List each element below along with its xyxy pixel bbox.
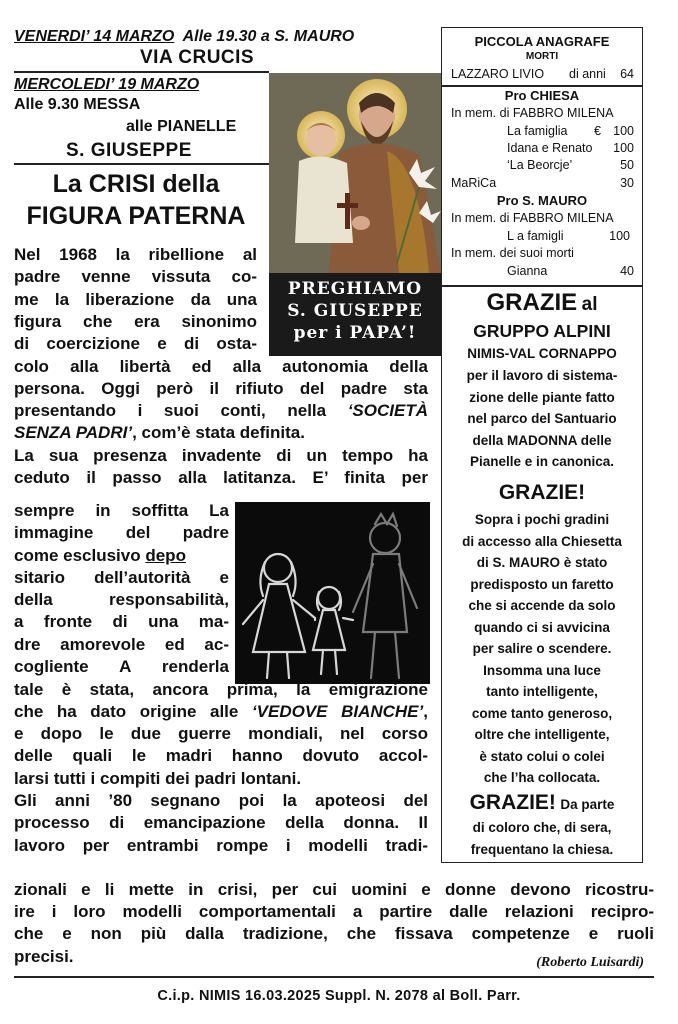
event-1-title: VIA CRUCIS bbox=[140, 47, 255, 68]
grazie-line: come tanto generoso, bbox=[471, 705, 613, 721]
event-2-time: Alle 9.30 MESSA bbox=[14, 96, 141, 113]
article-line: e dopo le due guerre mondiali, nel corso bbox=[14, 724, 428, 744]
article-line: larsi tutti i compiti dei padri lontani. bbox=[14, 768, 302, 788]
grazie-3-tail: Da parte bbox=[560, 797, 615, 812]
donor-name: La famiglia bbox=[507, 124, 568, 138]
grazie-place: NIMIS-VAL CORNAPPO bbox=[467, 346, 617, 361]
article-line: della responsabilità, bbox=[14, 590, 229, 610]
pro-chiesa-title: Pro CHIESA bbox=[504, 88, 580, 103]
event-1-date: VENERDI’ 14 MARZO bbox=[14, 28, 175, 45]
article-line: sitario dell’autorità e bbox=[14, 567, 229, 587]
grazie-line: è stato colui o colei bbox=[479, 748, 605, 764]
grazie-line: Sopra i pochi gradini bbox=[474, 512, 610, 527]
article-line: che e non più dalla tradizione, che fissava competenze e ruoli bbox=[14, 924, 654, 944]
article-quote: ‘VEDOVE BIANCHE’ bbox=[251, 701, 424, 721]
grazie-line: zione delle piante fatto bbox=[469, 389, 615, 405]
saint-joseph-image bbox=[269, 73, 441, 356]
article-line: lavoro per entrambi rompe i modelli tradi- bbox=[14, 835, 428, 855]
grazie-2-heading: GRAZIE! bbox=[498, 481, 586, 504]
grazie-line: oltre che intelligente, bbox=[474, 727, 610, 742]
article-line: immagine del padre bbox=[14, 523, 229, 543]
article-line: Nel 1968 la ribellione al bbox=[14, 245, 257, 264]
article-author: (Roberto Luisardi) bbox=[536, 955, 644, 970]
article-line bbox=[14, 545, 229, 567]
article-paragraph-1-full bbox=[14, 356, 428, 490]
article-line: di coercizione e di osta- bbox=[14, 334, 257, 354]
grazie-al: al bbox=[581, 294, 598, 315]
grazie-box bbox=[441, 286, 643, 863]
article-line: sempre in soffitta La bbox=[14, 501, 229, 520]
divider bbox=[14, 71, 269, 73]
death-age: 64 bbox=[620, 67, 634, 81]
grazie-word: GRAZIE bbox=[486, 289, 578, 316]
article-line: dre amorevole ed ac- bbox=[14, 634, 229, 654]
event-1-time: Alle 19.30 a S. MAURO bbox=[182, 28, 355, 45]
article-line: padre venne vissuta co- bbox=[14, 267, 257, 287]
article-line: delle quali le madri hanno dovuto accol- bbox=[14, 746, 428, 766]
article-paragraph-2-narrow bbox=[14, 500, 229, 678]
grazie-line: di accesso alla Chiesetta bbox=[462, 533, 622, 549]
pro-mauro-memo: In mem. di FABBRO MILENA bbox=[451, 211, 614, 225]
article-line: ire i loro modelli comportamentali a partire dalle relazioni recipro- bbox=[14, 902, 654, 922]
donation-amount: 40 bbox=[620, 264, 634, 278]
divider bbox=[14, 163, 269, 165]
donor-name: ‘La Beorcje’ bbox=[507, 158, 573, 172]
article-quote: SENZA PADRI’ bbox=[14, 423, 133, 443]
grazie-line: Insomma una luce bbox=[483, 662, 601, 678]
death-name: LAZZARO LIVIO bbox=[451, 67, 545, 81]
donor-name: Idana e Renato bbox=[507, 141, 593, 155]
grazie-line: che l’ha collocata. bbox=[483, 770, 601, 785]
article-line: colo alla libertà ed alla autonomia della bbox=[14, 356, 428, 376]
article-text: presentando i suoi conti, nella bbox=[14, 401, 327, 421]
chalk-drawing-image bbox=[235, 502, 430, 684]
pro-mauro-memo: In mem. dei suoi morti bbox=[451, 246, 574, 260]
grazie-1-heading bbox=[442, 289, 642, 317]
caption-line-1: PREGHIAMO bbox=[287, 279, 423, 299]
article-line: zionali e li mette in crisi, per cui uomini e donne devono ricostru- bbox=[14, 879, 654, 899]
donation-amount: 100 bbox=[609, 229, 630, 243]
footer-publication-info: C.i.p. NIMIS 16.03.2025 Suppl. N. 2078 al Boll. Parr. bbox=[157, 988, 521, 1004]
grazie-group: GRUPPO ALPINI bbox=[473, 321, 611, 341]
anagrafe-subtitle: MORTI bbox=[525, 51, 559, 62]
article-text: che ha dato origine alle bbox=[14, 701, 252, 721]
donation-amount: 100 bbox=[613, 124, 634, 138]
article-text: , com’è stata definita. bbox=[132, 423, 305, 443]
article-text: , bbox=[423, 701, 428, 721]
caption-line-2: S. GIUSEPPE bbox=[287, 301, 423, 321]
grazie-1-text bbox=[442, 365, 642, 473]
donation-amount: 30 bbox=[620, 176, 634, 190]
currency-symbol: € bbox=[594, 124, 601, 138]
grazie-line: di coloro che, di sera, bbox=[472, 820, 612, 835]
article-line bbox=[14, 422, 428, 444]
article-line bbox=[14, 701, 428, 723]
death-age-label: di anni bbox=[569, 67, 606, 81]
donation-amount: 50 bbox=[620, 158, 634, 172]
grazie-line: nel parco del Santuario bbox=[467, 411, 617, 426]
event-1-date-time bbox=[14, 28, 354, 46]
anagrafe-title: PICCOLA ANAGRAFE bbox=[474, 34, 610, 49]
donor-name: L a famigli bbox=[507, 229, 564, 243]
grazie-line: frequentano la chiesa. bbox=[470, 841, 614, 857]
article-line: ceduto il passo alla latitanza. E’ finita per bbox=[14, 467, 428, 487]
grazie-line: che si accende da solo bbox=[468, 598, 616, 613]
article-line: me la liberazione da una bbox=[14, 289, 257, 309]
pro-chiesa-memo: In mem. di FABBRO MILENA bbox=[451, 106, 614, 120]
event-2-date: MERCOLEDI’ 19 MARZO bbox=[14, 76, 200, 93]
headline-line-1: La CRISI della bbox=[52, 170, 220, 198]
article-text: come esclusivo bbox=[14, 545, 146, 565]
anagrafe-box bbox=[441, 27, 643, 286]
grazie-line: per salire o scendere. bbox=[472, 641, 612, 656]
grazie-line: della MADONNA delle bbox=[472, 432, 612, 448]
article-line: precisi. bbox=[14, 946, 74, 966]
grazie-3-text bbox=[442, 817, 642, 860]
event-2-title: S. GIUSEPPE bbox=[66, 140, 192, 161]
article-paragraph-2-full bbox=[14, 679, 428, 857]
article-line: Gli anni ’80 segnano poi la apoteosi del bbox=[14, 790, 428, 810]
event-2-place: alle PIANELLE bbox=[126, 118, 237, 135]
grazie-line: di S. MAURO è stato bbox=[476, 555, 608, 570]
pro-mauro-title: Pro S. MAURO bbox=[496, 193, 588, 208]
article-line: La sua presenza invadente di un tempo ha bbox=[14, 445, 428, 465]
headline-line-2: FIGURA PATERNA bbox=[26, 202, 246, 230]
grazie-line: predisposto un faretto bbox=[470, 576, 614, 592]
donation-amount: 100 bbox=[613, 141, 634, 155]
grazie-3-heading bbox=[442, 791, 642, 816]
grazie-word: GRAZIE! bbox=[469, 791, 556, 814]
article-quote: ‘SOCIETÀ bbox=[347, 401, 428, 421]
grazie-line: Pianelle e in canonica. bbox=[469, 454, 615, 469]
divider bbox=[442, 85, 642, 87]
grazie-2-text bbox=[442, 509, 642, 789]
article-line: a fronte di una ma- bbox=[14, 612, 229, 632]
article-headline bbox=[14, 168, 258, 232]
article-paragraph-1-narrow bbox=[14, 244, 257, 355]
article-line: figura che era sinonimo bbox=[14, 311, 257, 331]
family-chalk-drawing bbox=[235, 502, 430, 684]
grazie-line: tanto intelligente, bbox=[486, 684, 598, 699]
donor-name: MaRiCa bbox=[451, 176, 497, 190]
donor-name: Gianna bbox=[507, 264, 548, 278]
article-line bbox=[14, 400, 428, 422]
divider bbox=[14, 976, 654, 978]
grazie-line: quando ci si avvicina bbox=[474, 619, 610, 635]
article-line: tale è stata, ancora prima, la emigrazione bbox=[14, 679, 428, 699]
article-line: persona. Oggi però il rifiuto del padre sta bbox=[14, 378, 428, 398]
article-line: processo di emancipazione della donna. Il bbox=[14, 813, 428, 833]
article-line: cogliente A renderla bbox=[14, 657, 229, 677]
caption-line-3: per i PAPA’! bbox=[293, 323, 417, 343]
grazie-line: per il lavoro di sistema- bbox=[466, 368, 618, 383]
article-text-underlined: depo bbox=[145, 545, 186, 565]
